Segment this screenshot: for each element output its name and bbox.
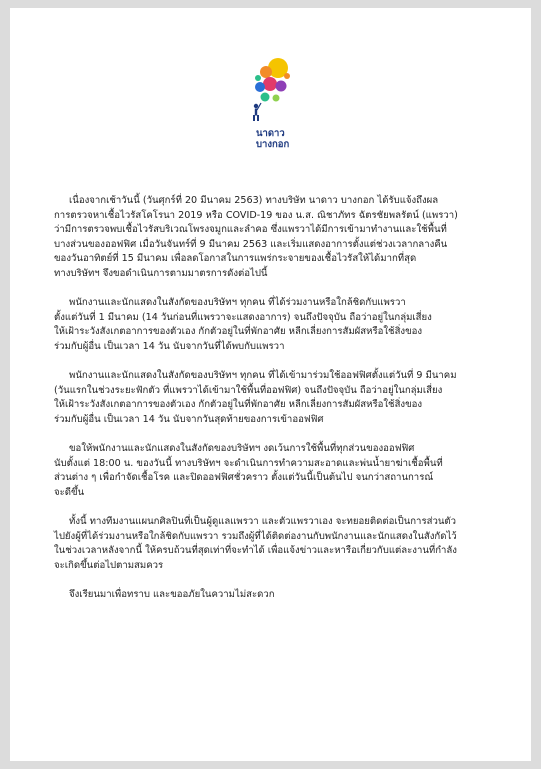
paragraph-line: ว่ามีการตรวจพบเชื้อไวรัสบริเวณโพรงจมูกและลำคอ ซึ่งแพรวาได้มีการเข้ามาทำงานและใช้พื้นที่ [54,224,447,236]
announcement-body [54,194,524,617]
paragraph-line: การตรวจหาเชื้อไวรัสโคโรนา 2019 หรือ COVID-19 ของ น.ส. ณิชาภัทร ฉัตรชัยพลรัตน์ (แพรวา) [54,209,458,221]
paragraph-line: ร่วมกับผู้อื่น เป็นเวลา 14 วัน นับจากวันสุดท้ายของการเข้าออฟฟิศ [54,413,324,425]
paragraph-line: ให้เฝ้าระวังสังเกตอาการของตัวเอง กักตัวอยู่ในที่พักอาศัย หลีกเลี่ยงการสัมผัสหรือใช้สิ่งของ [54,326,423,338]
paragraph-line: ให้เฝ้าระวังสังเกตอาการของตัวเอง กักตัวอยู่ในที่พักอาศัย หลีกเลี่ยงการสัมผัสหรือใช้สิ่งของ [54,399,423,411]
document-page [10,8,531,761]
paragraph-line: จะดีขึ้น [54,486,85,498]
paragraph-line: เนื่องจากเช้าวันนี้ (วันศุกร์ที่ 20 มีนาคม 2563) ทางบริษัท นาดาว บางกอก ได้รับแจ้งถึงผล [69,195,439,206]
logo-bubbles-icon [232,56,312,126]
logo-line-2: บางกอก [256,139,290,150]
paragraph-line: ตั้งแต่วันที่ 1 มีนาคม (14 วันก่อนที่แพรวาจะแสดงอาการ) จนถึงปัจจุบัน ถือว่าอยู่ในกลุ่มเสี่ยง [54,311,432,323]
paragraph-line: ส่วนต่าง ๆ เพื่อกำจัดเชื้อโรค และปิดออฟฟิศชั่วคราว ตั้งแต่วันนี้เป็นต้นไป จนกว่าสถานการณ์ [54,472,434,484]
logo-line-1: นาดาว [256,128,285,139]
announcement-paragraph [54,296,524,354]
announcement-paragraph [54,515,524,573]
announcement-paragraph [54,369,524,427]
paragraph-line: พนักงานและนักแสดงในสังกัดของบริษัทฯ ทุกคน ที่ได้ร่วมงานหรือใกล้ชิดกับแพรวา [69,297,406,309]
announcement-paragraph [54,588,524,603]
paragraph-line: ร่วมกับผู้อื่น เป็นเวลา 14 วัน นับจากวันที่ได้พบกับแพรวา [54,340,285,352]
paragraph-line: นับตั้งแต่ 18:00 น. ของวันนี้ ทางบริษัทฯ จะดำเนินการทำความสะอาดและพ่นน้ำยาฆ่าเชื้อพื้นที่ [54,457,443,469]
paragraph-line: ของวันอาทิตย์ที่ 15 มีนาคม เพื่อลดโอกาสในการแพร่กระจายของเชื้อไวรัสให้ได้มากที่สุด [54,253,417,265]
paragraph-line: จึงเรียนมาเพื่อทราบ และขออภัยในความไม่สะดวก [69,589,275,601]
paragraph-line: ในช่วงเวลาหลังจากนี้ ให้ครบถ้วนที่สุดเท่าที่จะทำได้ เพื่อแจ้งข่าวและหารือเกี่ยวกับแต่ละงานที่กำลัง [54,545,457,557]
paragraph-line: ทั้งนี้ ทางทีมงานแผนกศิลปินที่เป็นผู้ดูแลแพรวา และตัวแพรวาเอง จะทยอยติดต่อเป็นการส่วนตัว [69,516,457,528]
paragraph-line: ทางบริษัทฯ จึงขอดำเนินการตามมาตรการดังต่อไปนี้ [54,267,268,279]
paragraph-line: จะเกิดขึ้นต่อไปตามสมควร [54,559,164,571]
paragraph-line: (วันแรกในช่วงระยะฟักตัว ที่แพรวาได้เข้ามาใช้พื้นที่ออฟฟิศ) จนถึงปัจจุบัน ถือว่าอยู่ในกลุ่มเสี่ยง [54,384,443,396]
paragraph-line: ขอให้พนักงานและนักแสดงในสังกัดของบริษัทฯ งดเว้นการใช้พื้นที่ทุกส่วนของออฟฟิศ [69,443,415,455]
paragraph-line: บางส่วนของออฟฟิศ เมื่อวันจันทร์ที่ 9 มีนาคม 2563 และเริ่มแสดงอาการตั้งแต่ช่วงเวลากลางคืน [54,238,448,250]
announcement-paragraph [54,194,524,282]
announcement-paragraph [54,442,524,500]
paragraph-line: พนักงานและนักแสดงในสังกัดของบริษัทฯ ทุกคน ที่ได้เข้ามาร่วมใช้ออฟฟิศตั้งแต่วันที่ 9 มีนาคม [69,370,457,382]
paragraph-line: ไปยังผู้ที่ได้ร่วมงานหรือใกล้ชิดกับแพรวา รวมถึงผู้ที่ได้ติดต่องานกับพนักงานและนักแสดงในสังกัดไว้ [54,530,457,542]
logo-wordmark [256,128,289,150]
nadao-bangkok-logo [232,56,312,126]
